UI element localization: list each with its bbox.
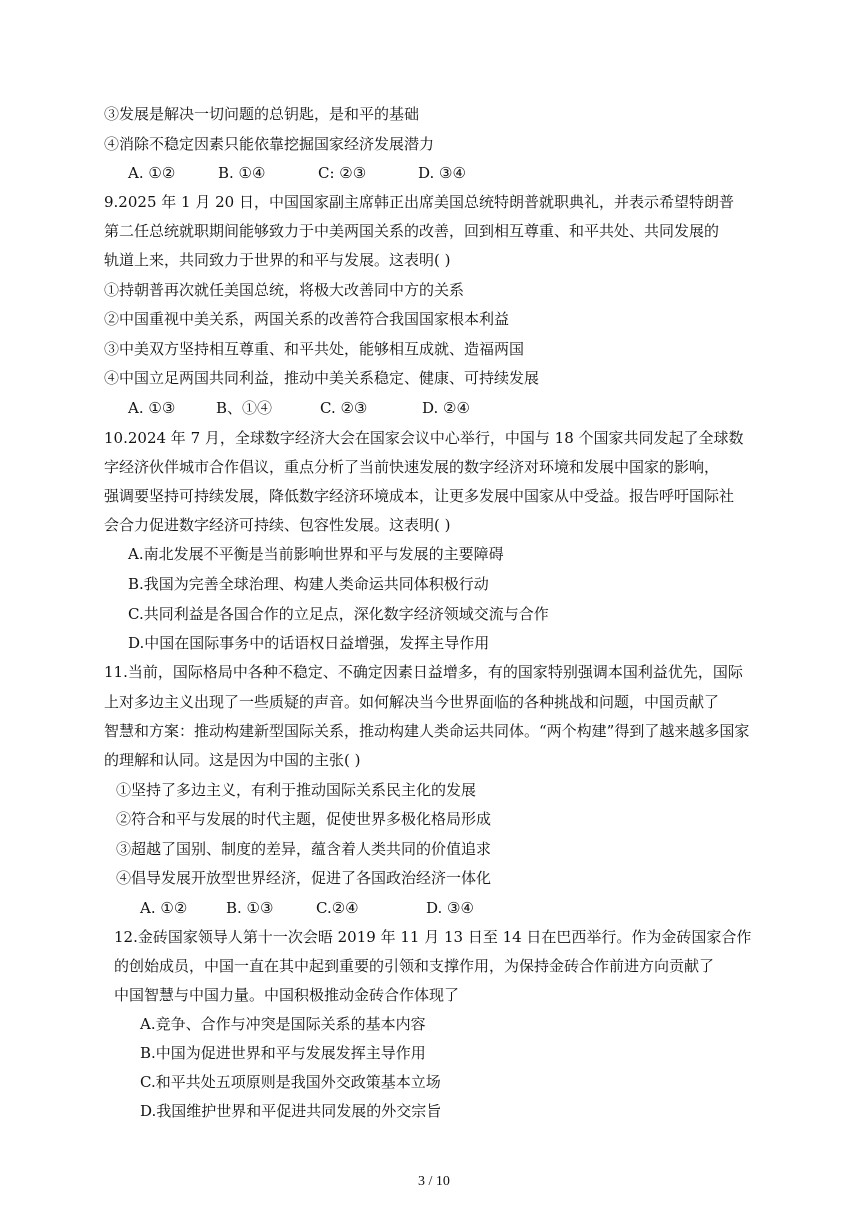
- q11-item-3: ③超越了国别、制度的差异，蕴含着人类共同的价值追求: [116, 840, 492, 858]
- q11-option-a[interactable]: A. ①②: [140, 899, 188, 917]
- q9-stem-line-1: 9.2025 年 1 月 20 日，中国国家副主席韩正出席美国总统特朗普就职典礼，并表示希望特朗普: [104, 193, 734, 211]
- q11-stem-line-4: 的理解和认同。这是因为中国的主张( ): [104, 751, 361, 769]
- q8-option-d[interactable]: D. ③④: [418, 164, 466, 182]
- q12-option-b[interactable]: B.中国为促进世界和平与发展发挥主导作用: [140, 1044, 426, 1062]
- q11-item-4: ④倡导发展开放型世界经济，促进了各国政治经济一体化: [116, 869, 492, 887]
- q9-option-b[interactable]: B、①④: [216, 399, 273, 417]
- q9-item-2: ②中国重视中美关系，两国关系的改善符合我国国家根本利益: [104, 310, 510, 328]
- q12-stem-line-1: 12.金砖国家领导人第十一次会晤 2019 年 11 月 13 日至 14 日在巴西举行。作为金砖国家合作: [114, 928, 752, 946]
- q8-options: [128, 163, 498, 183]
- page-number: 3 / 10: [418, 1174, 450, 1189]
- q9-options: [128, 398, 502, 418]
- q10-option-d[interactable]: D.中国在国际事务中的话语权日益增强，发挥主导作用: [128, 634, 490, 652]
- q9-option-d[interactable]: D. ②④: [422, 399, 470, 417]
- q11-stem-line-2: 上对多边主义出现了一些质疑的声音。如何解决当今世界面临的各种挑战和问题，中国贡献了: [104, 693, 720, 711]
- q12-stem-line-2: 的创始成员，中国一直在其中起到重要的引领和支撑作用，为保持金砖合作前进方向贡献了: [114, 957, 715, 975]
- q11-option-c[interactable]: C.②④: [316, 899, 359, 917]
- q8-item-4: ④消除不稳定因素只能依靠挖掘国家经济发展潜力: [104, 135, 435, 153]
- q10-stem-line-2: 字经济伙伴城市合作倡议，重点分析了当前快速发展的数字经济对环境和发展中国家的影响，: [104, 458, 720, 476]
- q11-stem-line-1: 11.当前，国际格局中各种不稳定、不确定因素日益增多，有的国家特别强调本国利益优先，国际: [104, 663, 743, 681]
- q10-option-b[interactable]: B.我国为完善全球治理、构建人类命运共同体积极行动: [128, 575, 489, 593]
- q8-option-c[interactable]: C: ②③: [318, 164, 367, 182]
- q11-stem-line-3: 智慧和方案：推动构建新型国际关系，推动构建人类命运共同体。“两个构建”得到了越来越多国家: [104, 722, 750, 740]
- q11-option-d[interactable]: D. ③④: [426, 899, 474, 917]
- q9-item-4: ④中国立足两国共同利益，推动中美关系稳定、健康、可持续发展: [104, 369, 540, 387]
- q10-stem-line-1: 10.2024 年 7 月，全球数字经济大会在国家会议中心举行，中国与 18 个国家共同发起了全球数: [104, 429, 744, 447]
- q8-option-b[interactable]: B. ①④: [218, 164, 266, 182]
- q12-option-a[interactable]: A.竞争、合作与冲突是国际关系的基本内容: [140, 1015, 426, 1033]
- q11-options: [140, 898, 506, 918]
- q9-option-a[interactable]: A. ①③: [128, 399, 176, 417]
- q9-stem-line-3: 轨道上来，共同致力于世界的和平与发展。这表明( ): [104, 251, 451, 269]
- q8-item-3: ③发展是解决一切问题的总钥匙，是和平的基础: [104, 105, 420, 123]
- q9-item-3: ③中美双方坚持相互尊重、和平共处，能够相互成就、造福两国: [104, 340, 525, 358]
- q12-stem-line-3: 中国智慧与中国力量。中国积极推动金砖合作体现了: [114, 986, 460, 1004]
- q11-item-1: ①坚持了多边主义，有利于推动国际关系民主化的发展: [116, 781, 477, 799]
- q11-item-2: ②符合和平与发展的时代主题，促使世界多极化格局形成: [116, 810, 492, 828]
- q10-option-a[interactable]: A.南北发展不平衡是当前影响世界和平与发展的主要障碍: [128, 545, 504, 563]
- q8-option-a[interactable]: A. ①②: [128, 164, 176, 182]
- q9-option-c[interactable]: C. ②③: [320, 399, 368, 417]
- q12-option-d[interactable]: D.我国维护世界和平促进共同发展的外交宗旨: [140, 1102, 442, 1120]
- q9-item-1: ①持朝普再次就任美国总统，将极大改善同中方的关系: [104, 281, 465, 299]
- q11-option-b[interactable]: B. ①③: [226, 899, 274, 917]
- q9-stem-line-2: 第二任总统就职期间能够致力于中美两国关系的改善，回到相互尊重、和平共处、共同发展的: [104, 222, 720, 240]
- q10-stem-line-3: 强调要坚持可持续发展，降低数字经济环境成本，让更多发展中国家从中受益。报告呼吁国际社: [104, 487, 735, 505]
- q12-option-c[interactable]: C.和平共处五项原则是我国外交政策基本立场: [140, 1073, 441, 1091]
- q10-option-c[interactable]: C.共同利益是各国合作的立足点，深化数字经济领域交流与合作: [128, 605, 549, 623]
- q10-stem-line-4: 会合力促进数字经济可持续、包容性发展。这表明( ): [104, 516, 451, 534]
